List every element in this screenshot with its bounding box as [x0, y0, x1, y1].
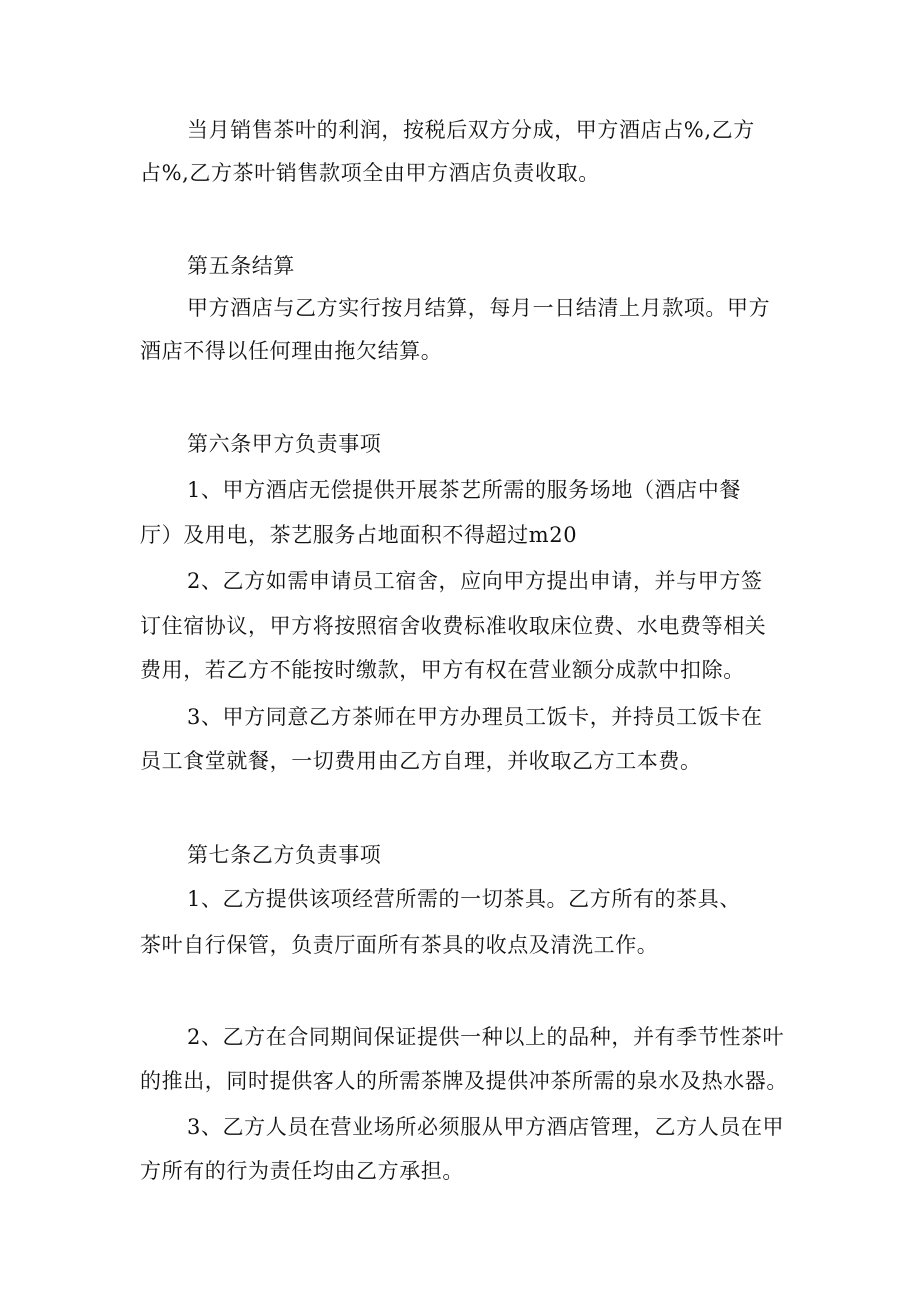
paragraph-profit-line-2: 占%,乙方茶叶销售款项全由甲方酒店负责收取。 [140, 161, 600, 185]
article-6-item-3-line-2: 员工食堂就餐，一切费用由乙方自理，并收取乙方工本费。 [140, 749, 702, 773]
article-6-item-2-line-1: 2、乙方如需申请员工宿舍，应向甲方提出申请，并与甲方签 [187, 569, 763, 593]
article-7-item-1-line-1: 1、乙方提供该项经营所需的一切茶具。乙方所有的茶具、 [187, 887, 741, 911]
article-7-item-3-line-2: 方所有的行为责任均由乙方承担。 [140, 1159, 464, 1183]
article-7-heading: 第七条乙方负责事项 [187, 843, 382, 867]
article-5-line-2: 酒店不得以任何理由拖欠结算。 [140, 339, 443, 363]
article-5-heading: 第五条结算 [187, 254, 295, 278]
article-6-item-2-line-3: 费用，若乙方不能按时缴款，甲方有权在营业额分成款中扣除。 [140, 658, 745, 682]
article-7-item-3-line-1: 3、乙方人员在营业场所必须服从甲方酒店管理，乙方人员在甲 [187, 1115, 785, 1139]
article-6-item-1-line-1: 1、甲方酒店无偿提供开展茶艺所需的服务场地（酒店中餐 [187, 478, 741, 502]
article-5-line-1: 甲方酒店与乙方实行按月结算，每月一日结清上月款项。甲方 [187, 296, 771, 320]
article-7-item-2-line-1: 2、乙方在合同期间保证提供一种以上的品种，并有季节性茶叶 [187, 1025, 785, 1049]
article-7-item-1-line-2: 茶叶自行保管，负责厅面所有茶具的收点及清洗工作。 [140, 933, 659, 957]
article-6-item-3-line-1: 3、甲方同意乙方茶师在甲方办理员工饭卡，并持员工饭卡在 [187, 705, 763, 729]
article-6-item-2-line-2: 订住宿协议，甲方将按照宿舍收费标准收取床位费、水电费等相关 [140, 614, 767, 638]
paragraph-profit-line-1: 当月销售茶叶的利润，按税后双方分成，甲方酒店占%,乙方 [187, 118, 755, 142]
article-6-heading: 第六条甲方负责事项 [187, 432, 382, 456]
article-6-item-1-line-2: 厅）及用电，茶艺服务占地面积不得超过m20 [140, 523, 578, 547]
article-7-item-2-line-2: 的推出，同时提供客人的所需茶牌及提供冲茶所需的泉水及热水器。 [140, 1069, 788, 1093]
